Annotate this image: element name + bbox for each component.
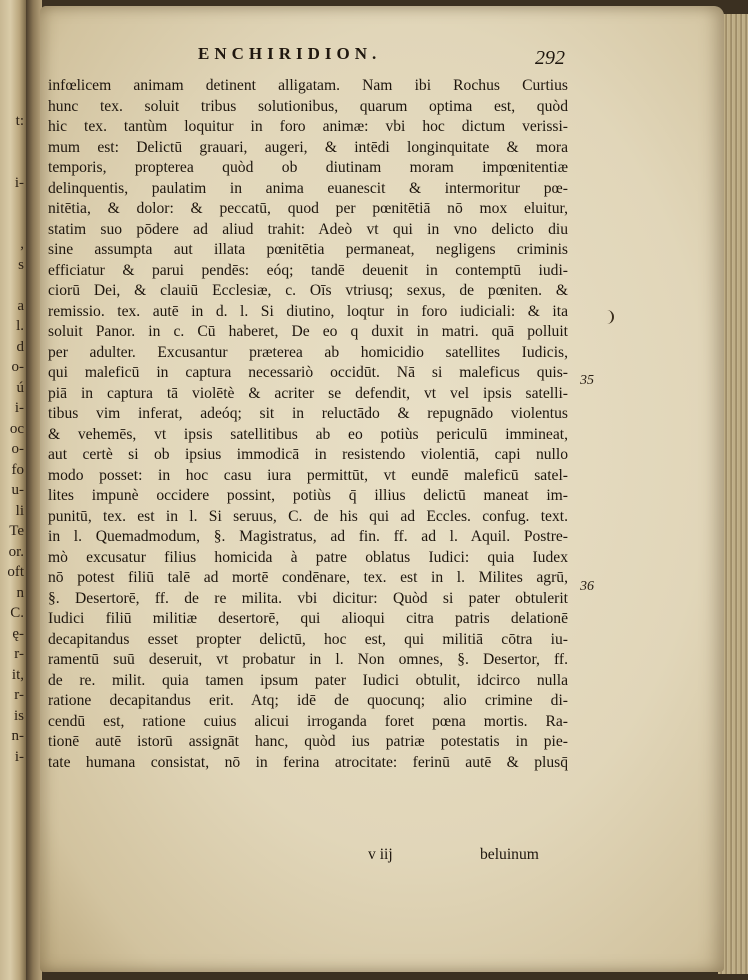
text-line: decapitandus esset propter delictū, hoc est, qui militiā cōtra iu- [48,630,568,648]
text-line: tate humana consistat, nō in ferina atrocitate: ferinū autē & plusq̄ [48,753,568,771]
text-line: tibus vim inferat, adeóq; sit in reluctādo & repugnādo violentus [48,405,568,422]
margin-note-35: 35 [580,373,594,388]
text-line: aut certè si ob ipsius immodicā in resistendo violentiā, capi nullo [48,446,568,463]
left-page-fragment [2,275,24,296]
left-page-fragment: it, [11,666,24,683]
catchword: beluinum [480,846,539,863]
text-line: lites impunè occidere possint, potiùs q̄ illius delictū maneat im- [48,487,568,504]
margin-note-36: 36 [580,579,594,594]
left-page-fragment: r- [14,687,24,703]
left-page-fragment: li [15,502,24,519]
text-line: Iudici filiū militiæ desertorē, qui alioqui citra patris delationē [48,610,568,627]
left-page-fragment: i- [14,400,24,416]
text-line: cendū est, ratione cuius alicui irroganda foret pœna mortis. Ra- [48,712,568,730]
left-page-fragment: s [18,256,24,273]
text-line: & vehemēs, vt ipsis satellitibus ab eo potiùs periculū immineat, [48,425,568,443]
left-page-fragment [2,214,24,235]
left-page-fragment: Te [9,523,24,539]
text-line: remissio. tex. autē in d. l. Si diutino, loqtur in foro iudiciali: & ita [48,302,568,320]
left-page-fragment: is [13,707,24,724]
text-line: mò excusatur filius homicida à patre oblatus Iudici: quia Iudex [48,548,568,566]
left-page-fragment: ú [16,379,24,396]
text-line: nitētia, & dolor: & peccatū, quod per pœnitētiā nō mox eluitur, [48,200,568,217]
left-page-fragment [2,152,24,173]
left-page-fragment [2,132,24,153]
left-page-fragment: n- [11,728,24,744]
text-line: piā in captura tā violētè & acriter se defendit, vt vel ipsis satelli- [48,384,568,402]
text-line: §. Desertorē, ff. de re milita. vbi dicitur: Quòd si pater obtulerit [48,589,568,607]
text-line: sine assumpta aut illata pœnitētia permaneat, negligens criminis [48,241,568,258]
text-line: temporis, propterea quòd ob diutinam moram impœnitentiæ [48,159,568,176]
signature-mark: v iij [368,846,393,863]
text-line: modo posset: in hoc casu iura permittūt, vt eundē maleficū satel- [48,466,568,484]
body-text [48,76,568,773]
left-page-fragment [2,193,24,214]
left-page-fragment: oc [9,420,24,437]
left-page-fragment [2,70,24,91]
left-page-fragment: n [16,584,24,601]
left-page-fragment: o- [11,359,24,375]
left-page-edge [0,0,26,980]
text-line: hic tex. tantùm loquitur in foro animæ: vbi hoc dictum verissi- [48,118,568,135]
text-line: nō potest filiū talē ad mortē condēnare, tex. est in l. Milites agrū, [48,569,568,586]
left-page-fragment: o- [11,441,24,457]
left-page-fragment: a [17,297,24,314]
text-line: tionē autē istorū assignāt hanc, quòd ius patriæ potestatis in pie- [48,733,568,750]
left-page-fragment: fo [11,461,24,478]
left-page-fragment: , [20,236,24,252]
text-line: de re. milit. quia tamen ipsum pater Iudici obtulit, idcirco nulla [48,671,568,689]
text-line: efficiatur & parui pendēs: eóq; tandē deuenit in contemptū iudi- [48,261,568,279]
left-page-fragment: i- [14,174,24,191]
text-line: ratione decapitandus erit. Atq; idē de quocunq; alio crimine di- [48,692,568,709]
left-page-fragment: l. [16,318,24,334]
text-line: hunc tex. soluit tribus solutionibus, quarum optima est, quòd [48,97,568,115]
text-line: ciorū Dei, & clauiū Ecclesiæ, c. Oīs vtriusq; sexus, de pœniten. & [48,282,568,299]
text-line: delinquentis, paulatim in anima euanescit & intermoritur pœ- [48,179,568,197]
left-page-text-fragments [2,70,24,767]
left-page-fragment [2,91,24,112]
folio-number: 292 [535,47,565,69]
text-line: punitū, tex. est in l. Si seruus, C. de his qui ad Eccles. confug. text. [48,507,568,525]
left-page-fragment: i- [14,748,24,765]
text-line: infœlicem animam detinent alligatam. Nam ibi Rochus Curtius [48,77,568,94]
left-page-fragment: or. [8,543,24,560]
text-line: mum est: Delictū grauari, augeri, & intēdi longinquitate & mora [48,138,568,156]
left-page-fragment: t: [15,113,24,129]
left-page-fragment: d [16,338,24,355]
left-page-fragment: u- [11,482,24,498]
text-line: statim suo pōdere ad aliud trahit: Adeò vt qui in vno delicto diu [48,220,568,238]
text-line: in l. Quemadmodum, §. Magistratus, ad fin. ff. ad l. Aquil. Postre- [48,528,568,545]
text-line: ramentū suū deseruit, vt probatur in l. Non omnes, §. Desertor, ff. [48,651,568,668]
left-page-fragment: ę- [12,625,24,642]
text-line: per adulter. Excusantur præterea ab homicidio satellites Iudicis, [48,343,568,361]
running-head: ENCHIRIDION. [198,44,382,63]
left-page-fragment: r- [14,646,24,662]
text-line: soluit Panor. in c. Cū haberet, De eo q duxit in matri. quā polluit [48,323,568,340]
left-page-fragment: oft [7,564,24,580]
left-page-fragment: C. [10,605,24,621]
text-line: qui maleficū in captura necessariò occidūt. Nā si maleficus quis- [48,364,568,381]
